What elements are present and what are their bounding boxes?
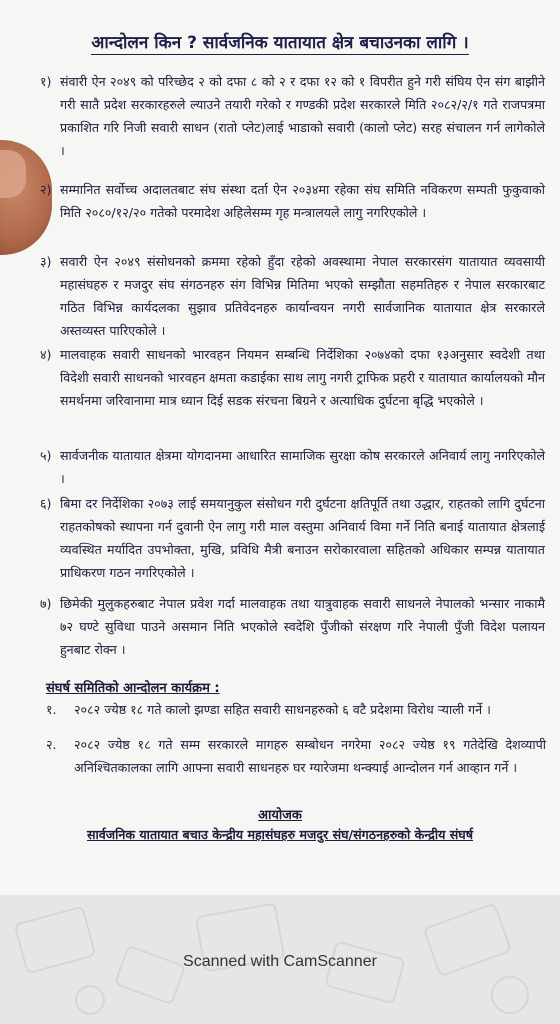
thumbnail-highlight: [0, 150, 26, 198]
program-item: १. २०८२ ज्येष्ठ १८ गते कालो झण्डा सहित सवारी साधनहरुको ६ वटै प्रदेशमा विरोध र्‍याली गर्ने ।: [46, 702, 491, 717]
scanner-label: Scanned with CamScanner: [183, 953, 377, 970]
program-heading: संघर्ष समितिको आन्दोलन कार्यक्रम :: [46, 681, 220, 696]
organizer-label: आयोजक: [258, 808, 302, 823]
list-item: १) संवारी ऐन २०४९ को परिच्छेद २ को दफा ८ को २ र दफा १२ को १ विपरीत हुने गरी संघिय ऐन संग बाझीने गरी सातै प्रदेश सरकारहरुले ल्याउने तयारी गरेको र गण्डकी प्रदेश सरकारले मिति २०८२/२/१ गते राजपत्रमा प्रकाशित गरि निजी सवारी साधन (रातो प्लेट)लाई भाडाको सवारी (कालो प्लेट) सरह संचालन गर्न लागेकोले ।: [40, 74, 545, 158]
document-title: आन्दोलन किन ? सार्वजनिक यातायात क्षेत्र बचाउनका लागि ।: [91, 33, 469, 53]
list-item: ६) बिमा दर निर्देशिका २०७३ लाई समयानुकुल संसोधन गरी दुर्घटना क्षतिपूर्ति तथा उद्धार, राहतको लागि दुर्घटना राहतकोषको स्थापना गर्न दुवानी ऐन लागु गरी माल वस्तुमा अनिवार्य विमा गर्ने निति बनाई यातायात क्षेत्रलाई व्यवस्थित मर्यादित उपभोक्ता, मुखि, प्रविधि मैत्री बनाउन सरोकारवाला सहितको अधिकार सम्पन्न यातायात प्राधिकरण गठन नगरिएकोले ।: [40, 496, 545, 580]
list-item: २) सम्मानित सर्वोच्च अदालतबाट संघ संस्था दर्ता ऐन २०३४मा रहेका संघ समिति नविकरण सम्पती फुकुवाको मिति २०८०/१२/२० गतेको परमादेश अहिलेसम्म गृह मन्त्रालयले लागु नगरिएकोले ।: [40, 182, 545, 220]
list-item: ३) सवारी ऐन २०४९ संसोधनको क्रममा रहेको हुँदा रहेको अवस्थामा नेपाल सरकारसंग यातायात व्यवसायी महासंघहरु र मजदुर संघ संगठनहरु संग विभिन्न मितिमा भएको सम्झौता सहमतिहरु र नेपाल सरकारबाट गठित विभिन्न कार्यदलका सुझाव प्रतिवेदनहरु कार्यान्वयन नगरी सार्वजानिक यातायात क्षेत्र सरकारले अस्तव्यस्त पारिएकोले ।: [40, 254, 545, 338]
program-item: २. २०८२ ज्येष्ठ १८ गते सम्म सरकारले मागहरु सम्बोधन नगरेमा २०८२ ज्येष्ठ १९ गतेदेखि देशव्यापी अनिश्चितकालका लागि आफ्ना सवारी साधनहरु घर ग्यारेजमा थन्क्याई आन्दोलन गर्न आव्हान गर्ने ।: [46, 737, 546, 775]
list-item: ४) मालवाहक सवारी साधनको भारवहन नियमन सम्बन्धि निर्देशिका २०७४को दफा १३अनुसार स्वदेशी तथा विदेशी सवारी साधनको भारवहन क्षमता कडाईका साथ लागु नगरी ट्राफिक प्रहरी र यातायात कार्यालयको मौन समर्थनमा जरिवानामा मात्र ध्यान दिई सडक संरचना बिग्रने र अत्याधिक दुर्घटना बृद्धि भएकोले ।: [40, 347, 545, 408]
organizer-name: सार्वजनिक यातायात बचाउ केन्द्रीय महासंघहरु मजदुर संघ/संगठनहरुको केन्द्रीय संघर्ष: [86, 827, 474, 842]
list-item: ५) सार्वजनीक यातायात क्षेत्रमा योगदानमा आधारित सामाजिक सुरक्षा कोष सरकारले अनिवार्य लागु नगरिएकोले ।: [40, 448, 545, 486]
list-item: ७) छिमेकी मुलुकहरुबाट नेपाल प्रवेश गर्दा मालवाहक तथा यात्रुवाहक सवारी साधनले नेपालको भन्सार नाकामै ७२ घण्टे सुविधा पाउने असमान निति भएकोले स्वदेशि पुँजीको संरक्षण गरि नेपाली पुँजी विदेश पलायन हुनबाट रोक्न ।: [40, 596, 545, 657]
